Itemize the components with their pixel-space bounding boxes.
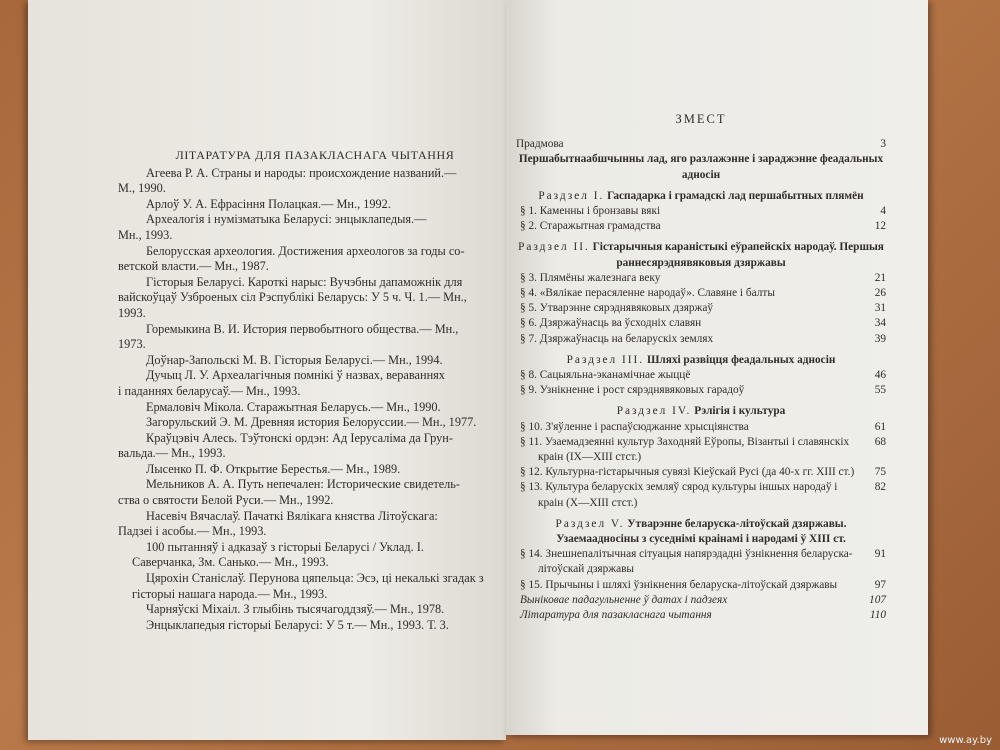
toc-item-page: 34 [874, 317, 886, 330]
section-label: Раздзел IV. [616, 405, 692, 418]
toc-item-page: 75 [874, 466, 886, 479]
entry-first-line: Лысенко П. Ф. Открытие Берестья.— Мн., 1989. [146, 461, 401, 476]
toc-item [516, 271, 886, 286]
entry-continuation: ства о святости Белой Руси.— Мн., 1992. [118, 493, 334, 508]
entry-continuation: Падзеі і асобы.— Мн., 1993. [118, 524, 267, 539]
entry-first-line: Агеева Р. А. Страны и народы: происхождение названий.— [146, 165, 457, 180]
toc-section-heading [516, 404, 886, 419]
toc-item-page: 61 [874, 420, 886, 433]
entry-first-line: Загорульский Э. М. Древняя история Белоруссии.— Мн., 1977. [146, 415, 477, 430]
reading-list-entry [118, 431, 488, 462]
toc-item-text: § 11. Узаемадзеянні культур Заходняй Еўропы, Візантыі і славянскіх краін (IX—XIII стст.) [520, 435, 850, 464]
watermark: www.ay.by [939, 735, 992, 746]
entry-first-line: Краўцэвіч Алесь. Тэўтонскі ордэн: Ад Іерусаліма да Грун- [146, 430, 453, 445]
toc-sections [516, 183, 886, 593]
toc-item-text: § 9. Узнікненне і рост сярэднявяковых гарадоў [520, 384, 745, 397]
toc-tail-text: Літаратура для пазакласнага чытання [520, 609, 712, 622]
toc-item [516, 578, 886, 593]
open-book [28, 0, 928, 740]
toc-item [516, 480, 886, 510]
reading-list-entry [118, 509, 488, 540]
toc-item-text: § 7. Дзяржаўнасць на беларускіх землях [520, 332, 714, 345]
toc-section-heading [516, 517, 886, 547]
toc-item-text: § 10. З'яўленне і распаўсюджанне хрысціянства [520, 420, 749, 433]
toc-tail-page: 107 [869, 593, 886, 606]
reading-list-heading: ЛІТАРАТУРА ДЛЯ ПАЗАКЛАСНАГА ЧЫТАННЯ [175, 148, 455, 162]
table-of-contents [516, 112, 886, 623]
entry-first-line: Горемыкина В. И. История первобытного общества.— Мн., [146, 321, 459, 336]
reading-list-entry [118, 275, 488, 322]
toc-item-text: § 14. Знешнепалітычная сітуацыя напярэдадні ўзнікнення беларуска-літоўскай дзяржавы [520, 548, 853, 576]
toc-item [516, 332, 886, 347]
reading-list-entry [118, 602, 488, 618]
entry-first-line: Мельников А. А. Путь непечален: Исторические свидетель- [146, 477, 460, 492]
toc-foreword-title: Прадмова [516, 138, 564, 151]
section-title: Шляхі развіцця феадальных адносін [646, 353, 836, 366]
toc-foreword [516, 137, 886, 152]
reading-list-entry [118, 353, 488, 369]
entry-first-line: Насевіч Вячаслаў. Пачаткі Вялікага княства Літоўскага: [146, 508, 438, 523]
left-page [28, 0, 506, 740]
toc-item [516, 435, 886, 465]
toc-item-text: § 8. Сацыяльна-эканамічнае жыццё [520, 369, 691, 382]
entry-continuation: вайскоўцаў Узброеных сіл Рэспублікі Беларусь: У 5 ч. Ч. 1.— Мн., 1993. [118, 290, 467, 320]
entry-first-line: 100 пытанняў і адказаў з гісторыі Беларусі / Уклад. І. Саверчанка, Зм. Санько.— Мн., 1993. [132, 539, 424, 570]
toc-item-page: 31 [874, 302, 886, 315]
toc-section-heading [516, 240, 886, 270]
toc-tail-item [516, 608, 886, 623]
reading-list [118, 148, 488, 633]
entry-continuation: вальда.— Мн., 1993. [118, 446, 226, 461]
right-page [506, 0, 928, 735]
toc-item [516, 547, 886, 577]
toc-item-page: 55 [874, 384, 886, 397]
reading-list-entry [118, 368, 488, 399]
reading-list-entry [118, 477, 488, 508]
toc-item-page: 97 [874, 578, 886, 591]
toc-foreword-page: 3 [880, 138, 886, 151]
toc-item [516, 219, 886, 234]
entry-first-line: Ермаловіч Мікола. Старажытная Беларусь.— Мн., 1990. [146, 399, 441, 414]
toc-item-page: 68 [874, 435, 886, 448]
entry-first-line: Дучыц Л. У. Археалагічныя помнікі ў назвах, вераваннях [146, 368, 445, 383]
toc-item [516, 465, 886, 480]
toc-item [516, 286, 886, 301]
section-title: Гістарычныя караністыкі еўрапейскіх народаў. Першыя раннесярэднявяковыя дзяржавы [592, 241, 884, 269]
toc-tail [516, 593, 886, 623]
toc-item [516, 368, 886, 383]
toc-item-page: 4 [880, 205, 886, 218]
toc-item-text: § 4. «Вялікае перасяленне народаў». Славяне і балты [520, 287, 775, 300]
entry-continuation: і паданнях беларусаў.— Мн., 1993. [118, 383, 301, 398]
toc-item-page: 21 [874, 271, 886, 284]
toc-item-page: 91 [874, 548, 886, 561]
toc-item-text: § 5. Утварэнне сярэднявяковых дзяржаў [520, 302, 714, 315]
toc-item [516, 420, 886, 435]
toc-item-text: § 15. Прычыны і шляхі ўзнікнення беларуска-літоўскай дзяржавы [520, 578, 838, 591]
reading-list-entry [118, 618, 488, 634]
section-label: Раздзел I. [538, 189, 605, 202]
section-title: Рэлігія і культура [694, 405, 786, 418]
entry-first-line: Арлоў У. А. Ефрасіння Полацкая.— Мн., 1992. [146, 196, 391, 211]
reading-list-entry [118, 166, 488, 197]
toc-tail-text: Выніковае падагульненне ў датах і падзеях [520, 593, 728, 606]
entry-first-line: Гісторыя Беларусі. Кароткі нарыс: Вучэбны дапаможнік для [146, 274, 463, 289]
section-label: Раздзел V. [555, 517, 625, 530]
entry-continuation: М., 1990. [118, 181, 166, 196]
toc-section-heading [516, 353, 886, 368]
reading-list-entry [118, 322, 488, 353]
toc-item [516, 383, 886, 398]
reading-list-entry [118, 400, 488, 416]
reading-list-entry [118, 571, 488, 602]
toc-section-heading [516, 189, 886, 204]
toc-item-text: § 12. Культурна-гістарычныя сувязі Кіеўскай Русі (да 40-х гг. XIII ст.) [520, 466, 855, 479]
toc-item [516, 316, 886, 331]
reading-list-entry [118, 197, 488, 213]
toc-item-page: 39 [874, 332, 886, 345]
section-title: Гаспадарка і грамадскі лад першабытных плямён [607, 189, 864, 202]
reading-list-entry [118, 462, 488, 478]
reading-list-entry [118, 212, 488, 243]
toc-item-text: § 3. Плямёны жалезнага веку [520, 271, 661, 284]
reading-list-entry [118, 244, 488, 275]
toc-heading: ЗМЕСТ [675, 112, 727, 126]
entry-first-line: Чарняўскі Міхаіл. З глыбінь тысячагоддзяў.— Мн., 1978. [146, 602, 445, 617]
toc-tail-page: 110 [869, 609, 886, 622]
toc-item [516, 204, 886, 219]
entry-continuation: 1973. [118, 337, 146, 352]
entry-first-line: Цярохін Станіслаў. Перунова цяпельца: Эсэ, ці некалькі згадак з гісторыі нашага народа.— Мн., 1993. [132, 571, 484, 601]
section-label: Раздзел II. [518, 241, 590, 254]
toc-item-page: 46 [874, 369, 886, 382]
toc-item-text: § 2. Старажытная грамадства [520, 220, 661, 233]
toc-item [516, 301, 886, 316]
entry-first-line: Археалогія і нумізматыка Беларусі: энцыклапедыя.— [146, 212, 427, 227]
toc-item-text: § 6. Дзяржаўнасць ва ўсходніх славян [520, 317, 702, 330]
entry-continuation: ветской власти.— Мн., 1987. [118, 259, 269, 274]
reading-list-entry [118, 540, 488, 571]
reading-list-entry [118, 415, 488, 431]
section-label: Раздзел III. [566, 353, 645, 366]
entry-first-line: Энцыклапедыя гісторыі Беларусі: У 5 т.— Мн., 1993. Т. 3. [146, 617, 449, 632]
toc-item-text: § 13. Культура беларускіх земляў сярод культуры іншых народаў і краін (X—XIII стст.) [520, 481, 838, 509]
toc-item-page: 12 [874, 220, 886, 233]
entry-continuation: Мн., 1993. [118, 227, 173, 242]
toc-item-page: 82 [874, 481, 886, 494]
section-title: Утварэнне беларуска-літоўскай дзяржавы. Узаемаадносіны з суседнімі краінамі і народамі ў XIII ст. [556, 517, 847, 546]
reading-list-entries [118, 166, 488, 634]
entry-first-line: Доўнар-Запольскі М. В. Гісторыя Беларусі.— Мн., 1994. [146, 352, 443, 367]
toc-item-page: 26 [874, 287, 886, 300]
toc-tail-item [516, 593, 886, 608]
entry-first-line: Белорусская археология. Достижения археологов за годы со- [146, 243, 465, 258]
toc-item-text: § 1. Каменны і бронзавы вякі [520, 205, 661, 218]
toc-part-title: Першабытнаабшчынны лад, яго разлажэнне і зараджэнне феадальных адносін [518, 153, 884, 181]
